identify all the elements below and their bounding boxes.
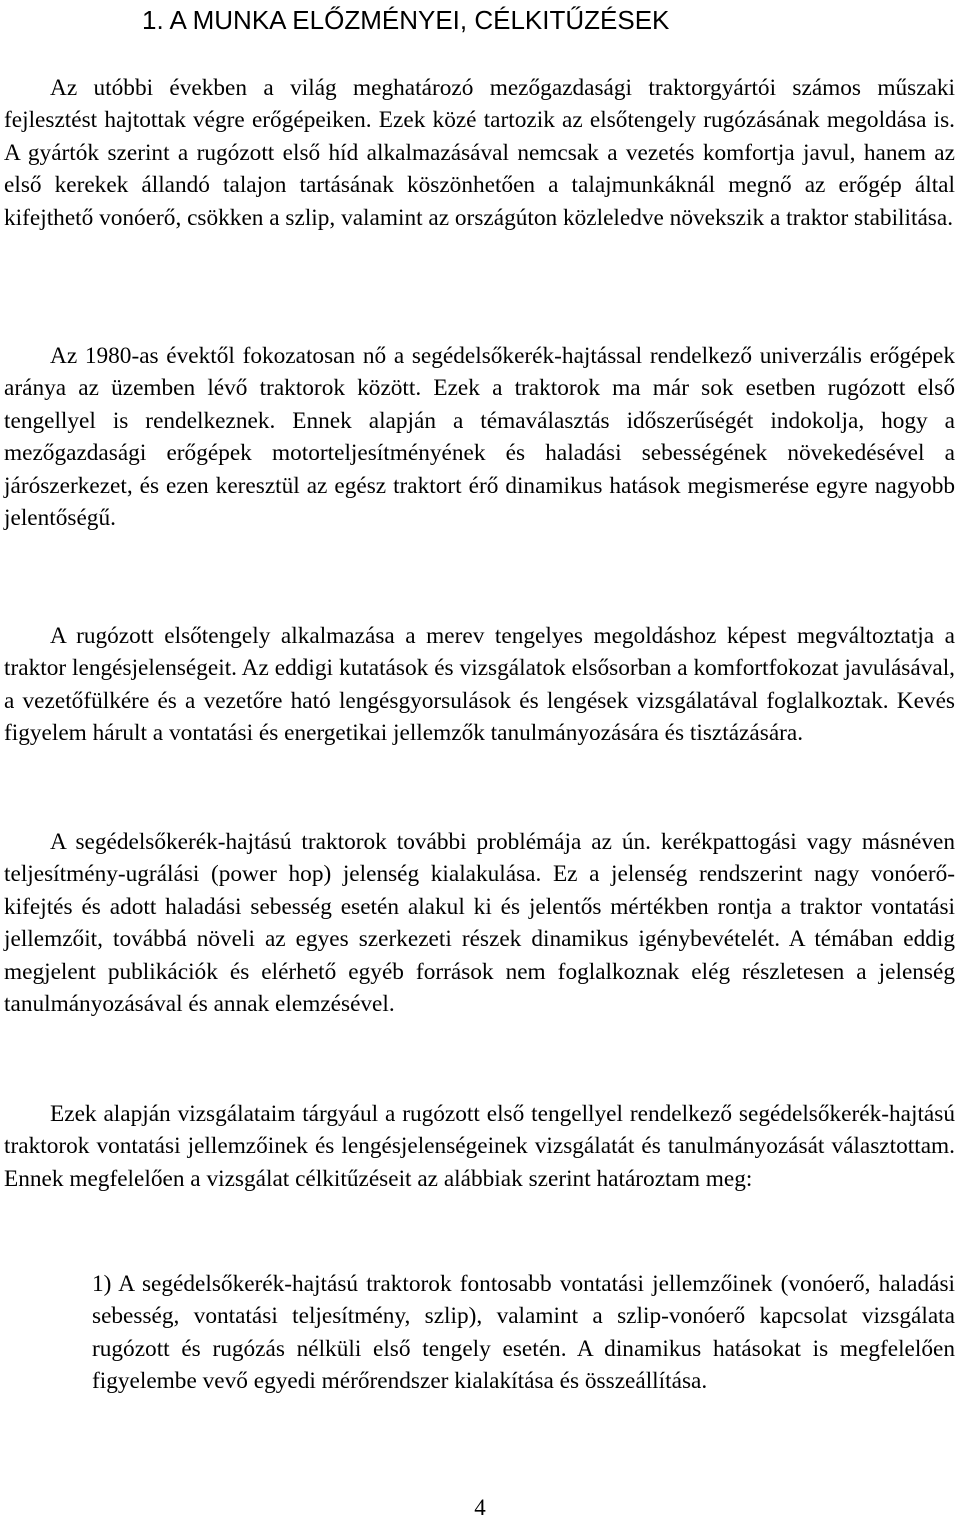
- page-number: 4: [474, 1495, 486, 1520]
- paragraph-1: Az utóbbi években a világ meghatározó mezőgazdasági traktorgyártói számos műszaki fejlesztést hajtottak végre erőgépeiken. Ezek közé tartozik az elsőtengely rugózásának megoldása is. A gyártók szerint a rugózott első híd alkalmazásával nemcsak a vezetés komfortja javul, hanem az első kerekek állandó talajon tartásának köszönhetően a talajmunkáknál megnő az erőgép által kifejthető vonóerő, csökken a szlip, valamint az országúton közleledve növekszik a traktor stabilitása.: [4, 75, 955, 231]
- section-heading: 1. A MUNKA ELŐZMÉNYEI, CÉLKITŰZÉSEK: [142, 5, 670, 35]
- paragraph-4: A segédelsőkerék-hajtású traktorok további problémája az ún. kerékpattogási vagy másnéven teljesítmény-ugrálási (power hop) jelenség kialakulása. Ez a jelenség rendszerint nagy vonóerő-kifejtés és adott haladási sebesség esetén alakul ki és jelentős mértékben rontja a traktor vontatási jellemzőit, továbbá növeli az egyes szerkezeti részek dinamikus igénybevételét. A témában eddig megjelent publikációk és elérhető egyéb források nem foglalkoznak elég részletesen a jelenség tanulmányozásával és annak elemzésével.: [4, 829, 955, 1018]
- paragraph-2: Az 1980-as évektől fokozatosan nő a segédelsőkerék-hajtással rendelkező univerzális erőgépek aránya az üzemben lévő traktorok között. Ezek a traktorok ma már sok esetben rugózott első tengellyel is rendelkeznek. Ennek alapján a témaválasztás időszerűségét indokolja, hogy a mezőgazdasági erőgépek motorteljesítményének és haladási sebességének növekedésével a járószerkezet, és ezen keresztül az egész traktort érő dinamikus hatások megismerése egyre nagyobb jelentőségű.: [4, 343, 955, 532]
- paragraph-5: Ezek alapján vizsgálataim tárgyául a rugózott első tengellyel rendelkező segédelsőkerék-hajtású traktorok vontatási jellemzőinek és lengésjelenségeinek vizsgálatát és tanulmányozását választottam. Ennek megfelelően a vizsgálat célkitűzéseit az alábbiak szerint határoztam meg:: [4, 1101, 955, 1192]
- paragraph-3: A rugózott elsőtengely alkalmazása a merev tengelyes megoldáshoz képest megváltoztatja a traktor lengésjelenségeit. Az eddigi kutatások és vizsgálatok elsősorban a komfortfokozat javulásával, a vezetőfülkére és a vezetőre ható lengésgyorsulások és lengések vizsgálatával foglalkoztak. Kevés figyelem hárult a vontatási és energetikai jellemzők tanulmányozására és tisztázására.: [4, 623, 955, 747]
- objective-list-item-1: 1) A segédelsőkerék-hajtású traktorok fontosabb vontatási jellemzőinek (vonóerő, haladási sebesség, vontatási teljesítmény, szlip), valamint a szlip-vonóerő kapcsolat vizsgálata rugózott és rugózás nélküli első tengely esetén. A dinamikus hatásokat is megfelelően figyelembe vevő egyedi mérőrendszer kialakítása és összeállítása.: [92, 1271, 955, 1395]
